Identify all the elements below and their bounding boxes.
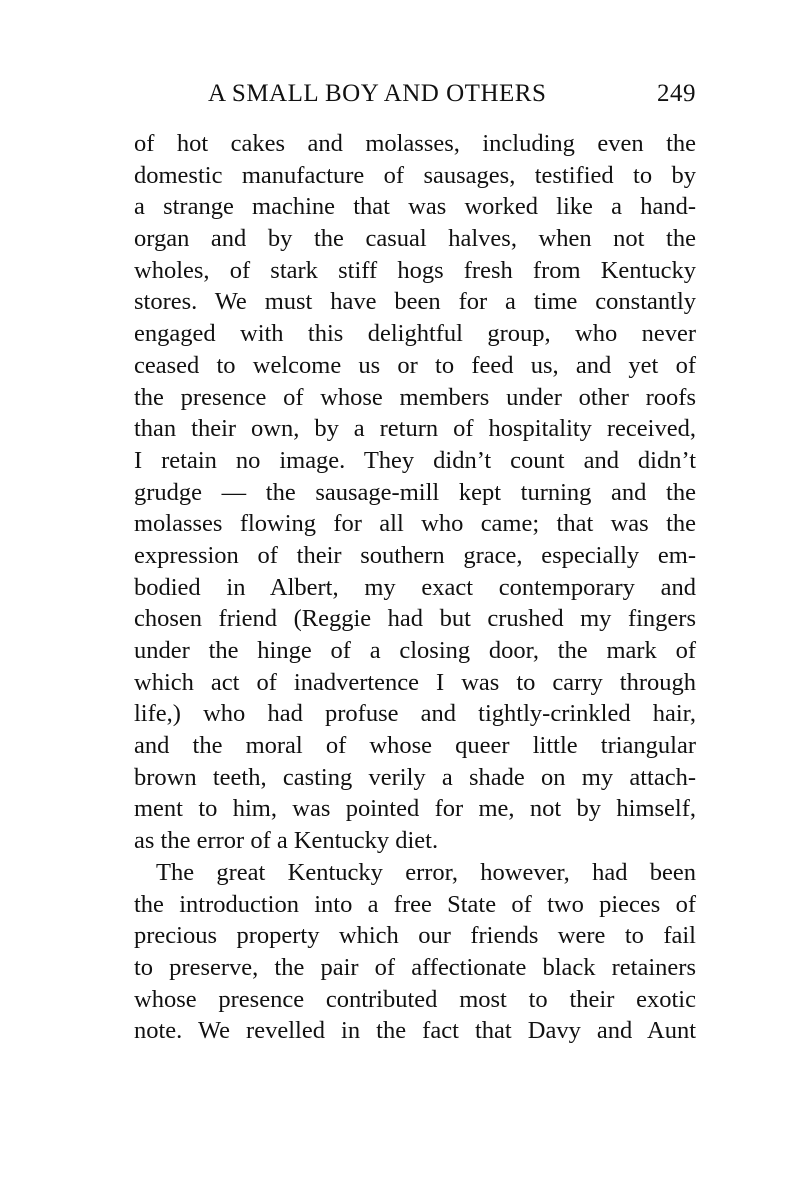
text-line: the introduction into a free State of two pieces of bbox=[134, 890, 696, 918]
text-line-paragraph-end: as the error of a Kentucky diet. bbox=[134, 827, 439, 855]
text-line: the presence of whose members under other roofs bbox=[134, 383, 696, 411]
running-title: A SMALL BOY AND OTHERS bbox=[208, 80, 547, 107]
text-line: bodied in Albert, my exact contemporary and bbox=[134, 573, 696, 601]
text-line: than their own, by a return of hospitality received, bbox=[134, 415, 696, 443]
body-text bbox=[134, 128, 696, 1047]
text-line: chosen friend (Reggie had but crushed my fingers bbox=[134, 605, 696, 633]
text-line: stores. We must have been for a time constantly bbox=[134, 288, 696, 316]
text-line: of hot cakes and molasses, including even the bbox=[134, 130, 696, 157]
text-line: engaged with this delightful group, who never bbox=[134, 320, 696, 348]
text-line: domestic manufacture of sausages, testified to by bbox=[134, 161, 696, 189]
running-head bbox=[134, 80, 696, 114]
text-line: note. We revelled in the fact that Davy and Aunt bbox=[134, 1017, 696, 1045]
text-line: precious property which our friends were to fail bbox=[134, 922, 696, 950]
text-line: whose presence contributed most to their exotic bbox=[134, 985, 696, 1013]
text-line: under the hinge of a closing door, the mark of bbox=[134, 637, 696, 664]
text-line: molasses flowing for all who came; that was the bbox=[134, 510, 696, 538]
text-line: brown teeth, casting verily a shade on my attach- bbox=[134, 763, 696, 791]
text-line: I retain no image. They didn’t count and didn’t bbox=[134, 446, 696, 474]
text-line: organ and by the casual halves, when not the bbox=[134, 225, 696, 253]
text-line: ceased to welcome us or to feed us, and yet of bbox=[134, 351, 696, 379]
text-line: grudge — the sausage-mill kept turning and the bbox=[134, 478, 696, 506]
text-line-paragraph-start: The great Kentucky error, however, had been bbox=[156, 858, 696, 886]
text-line: a strange machine that was worked like a hand- bbox=[134, 193, 696, 221]
text-line: and the moral of whose queer little triangular bbox=[134, 732, 696, 760]
text-line: wholes, of stark stiff hogs fresh from Kentucky bbox=[134, 256, 696, 284]
text-line: to preserve, the pair of affectionate black retainers bbox=[134, 953, 696, 981]
text-line: ment to him, was pointed for me, not by himself, bbox=[134, 795, 696, 823]
text-line: which act of inadvertence I was to carry through bbox=[134, 668, 696, 696]
page-number: 249 bbox=[657, 80, 696, 107]
text-line: life,) who had profuse and tightly-crinkled hair, bbox=[134, 700, 696, 728]
text-line: expression of their southern grace, especially em- bbox=[134, 541, 696, 569]
